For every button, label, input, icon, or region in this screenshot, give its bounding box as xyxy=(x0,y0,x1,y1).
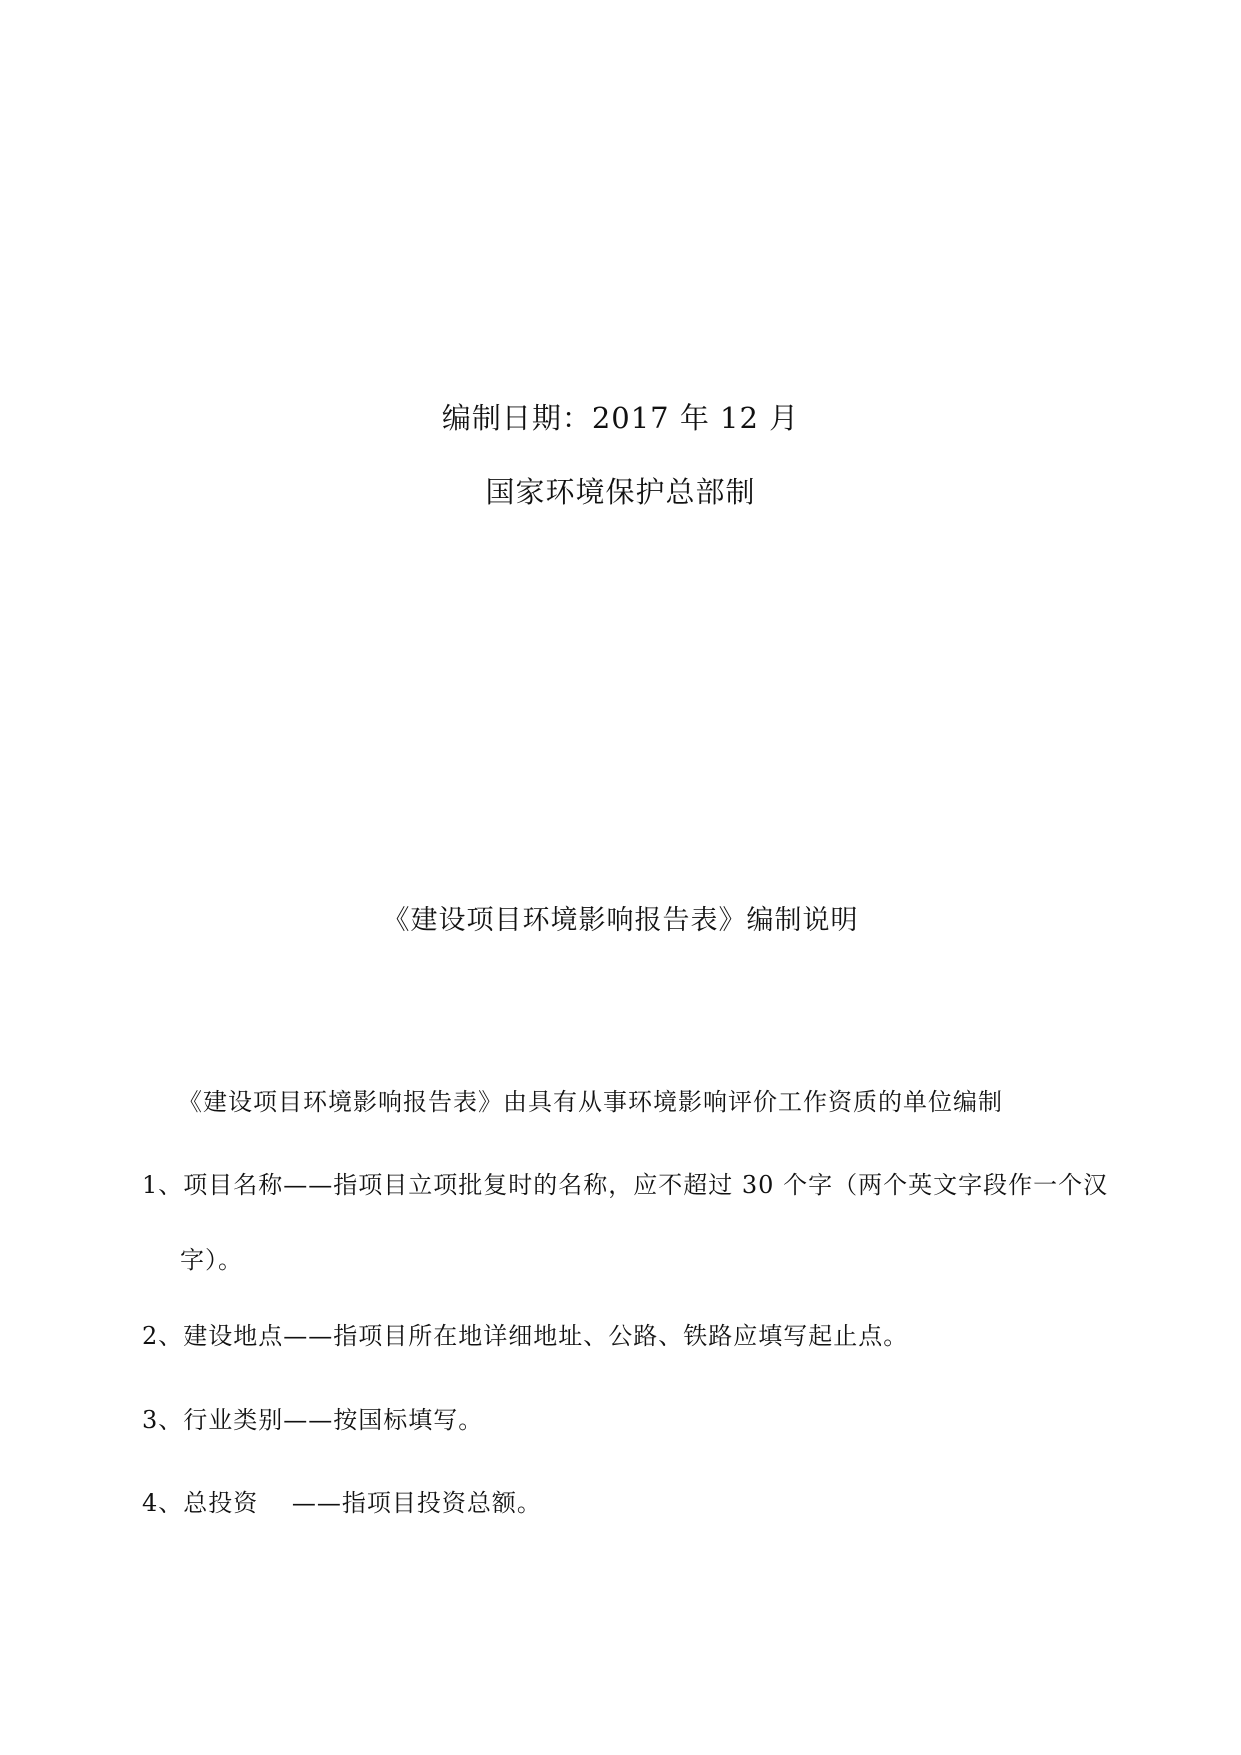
list-item-number: 3、 xyxy=(142,1406,184,1434)
list-item-continuation: 字）。 xyxy=(180,1246,243,1274)
list-item xyxy=(142,1316,908,1351)
list-item-text: 项目名称——指项目立项批复时的名称，应不超过 30 个字（两个英文字段作一个汉 xyxy=(183,1171,1109,1199)
list-item xyxy=(142,1483,542,1518)
list-item-number: 2、 xyxy=(142,1322,184,1350)
list-item xyxy=(142,1165,1108,1200)
list-item-number: 4、 xyxy=(142,1489,184,1517)
section-title: 《建设项目环境影响报告表》编制说明 xyxy=(382,905,859,936)
compile-date: 编制日期：2017 年 12 月 xyxy=(441,401,800,435)
list-item-text: 行业类别——按国标填写。 xyxy=(183,1406,484,1434)
list-item-number: 1、 xyxy=(142,1171,184,1199)
intro-paragraph: 《建设项目环境影响报告表》由具有从事环境影响评价工作资质的单位编制 xyxy=(178,1088,1003,1116)
issuing-authority: 国家环境保护总部制 xyxy=(485,475,756,509)
list-item-text: 建设地点——指项目所在地详细地址、公路、铁路应填写起止点。 xyxy=(183,1322,909,1350)
list-item xyxy=(142,1400,483,1435)
list-item-text: 总投资 ——指项目投资总额。 xyxy=(183,1489,542,1517)
